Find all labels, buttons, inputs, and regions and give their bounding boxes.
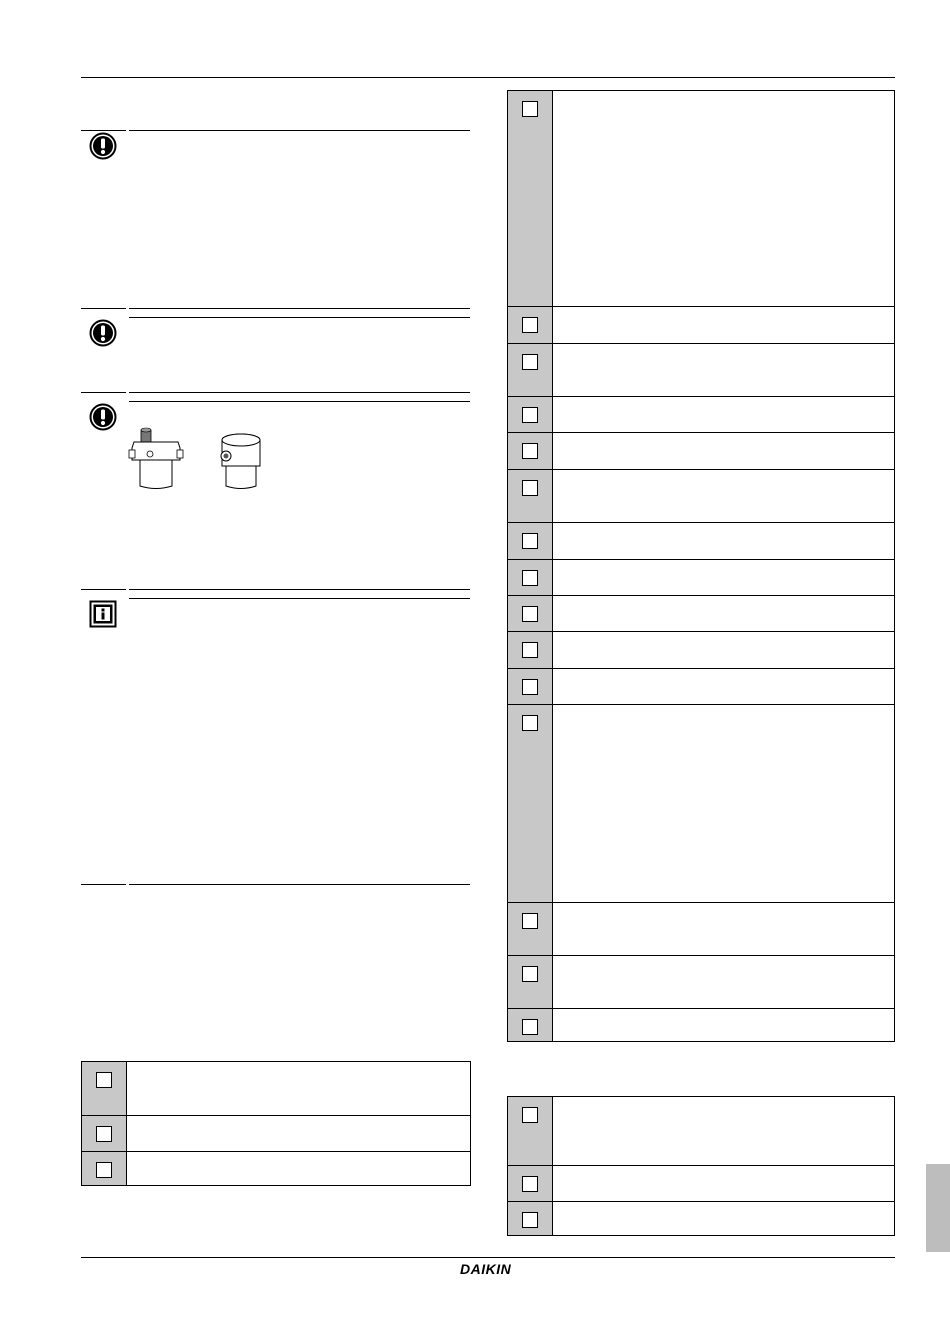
checkbox-cell — [508, 91, 553, 306]
checklist-row — [508, 1165, 894, 1201]
notice-rule — [129, 589, 470, 590]
checklist-row — [508, 595, 894, 631]
notice-rule — [81, 589, 126, 590]
checklist-row — [508, 306, 894, 343]
checkbox[interactable] — [522, 1212, 538, 1228]
checkbox-cell — [508, 397, 553, 432]
notice-rule — [81, 308, 126, 309]
checkbox[interactable] — [522, 317, 538, 333]
checkbox-cell — [508, 1097, 553, 1165]
checklist-item-text — [553, 956, 894, 1008]
checklist-row — [508, 1008, 894, 1041]
checklist-item-text — [553, 560, 894, 595]
notice-rule — [129, 401, 470, 402]
notice-rule — [129, 884, 470, 885]
notice-rule — [129, 598, 470, 599]
checklist-row — [508, 91, 894, 306]
checklist-row — [508, 469, 894, 522]
checkbox-cell — [508, 523, 553, 559]
info-icon — [89, 600, 117, 628]
checklist-item-text — [553, 433, 894, 469]
chapter-side-tab — [926, 1164, 950, 1252]
checkbox-cell — [508, 560, 553, 595]
checkbox-cell — [508, 1009, 553, 1041]
checklist-item-text — [127, 1116, 470, 1151]
checkbox-cell — [508, 470, 553, 522]
checklist-item-text — [553, 344, 894, 396]
checklist-row — [508, 668, 894, 704]
checkbox-cell — [508, 1166, 553, 1201]
checkbox-cell — [82, 1152, 127, 1185]
checklist-row — [508, 522, 894, 559]
notice-rule — [129, 130, 470, 131]
checklist-item-text — [553, 307, 894, 343]
checklist-item-text — [553, 632, 894, 668]
checklist-item-text — [553, 1097, 894, 1165]
checkbox[interactable] — [522, 913, 538, 929]
checklist-item-text — [553, 1202, 894, 1235]
checklist-row — [508, 396, 894, 432]
notice-rule — [129, 392, 470, 393]
checklist-table-left — [81, 1061, 471, 1186]
checklist-row — [508, 955, 894, 1008]
checkbox[interactable] — [522, 480, 538, 496]
checklist-row — [82, 1151, 470, 1185]
checkbox-cell — [508, 669, 553, 704]
notice-rule — [81, 130, 126, 131]
checkbox[interactable] — [96, 1126, 112, 1142]
notice-rule — [81, 884, 126, 885]
footer-rule — [81, 1257, 895, 1258]
notice-rule — [129, 317, 470, 318]
checkbox-cell — [508, 433, 553, 469]
exclamation-icon — [89, 403, 117, 431]
checkbox[interactable] — [522, 1107, 538, 1123]
checkbox-cell — [508, 307, 553, 343]
checklist-item-text — [553, 705, 894, 902]
checkbox-cell — [508, 956, 553, 1008]
checklist-row — [82, 1062, 470, 1115]
notice-rule — [129, 308, 470, 309]
checkbox-cell — [508, 632, 553, 668]
checkbox[interactable] — [522, 407, 538, 423]
checkbox-cell — [82, 1062, 127, 1115]
checklist-item-text — [553, 1166, 894, 1201]
header-rule — [81, 77, 895, 78]
checkbox[interactable] — [522, 642, 538, 658]
checkbox-cell — [508, 903, 553, 955]
checkbox[interactable] — [522, 966, 538, 982]
checkbox-cell — [508, 1202, 553, 1235]
checklist-table-right — [507, 90, 895, 1042]
checkbox-cell — [508, 344, 553, 396]
checkbox[interactable] — [522, 715, 538, 731]
checkbox[interactable] — [96, 1072, 112, 1088]
checklist-row — [508, 1097, 894, 1165]
checkbox[interactable] — [522, 570, 538, 586]
checklist-item-text — [553, 470, 894, 522]
checklist-row — [82, 1115, 470, 1151]
valve-illustration — [214, 432, 268, 492]
daikin-logo: DAIKIN — [460, 1261, 512, 1277]
checkbox-cell — [508, 596, 553, 631]
checkbox[interactable] — [522, 533, 538, 549]
checklist-item-text — [553, 596, 894, 631]
checklist-item-text — [553, 669, 894, 704]
air-purge-valve-illustration — [128, 424, 186, 492]
checklist-row — [508, 704, 894, 902]
checklist-item-text — [553, 523, 894, 559]
checkbox[interactable] — [522, 606, 538, 622]
checklist-row — [508, 432, 894, 469]
checklist-row — [508, 631, 894, 668]
checklist-table-right-bottom — [507, 1096, 895, 1236]
checklist-row — [508, 902, 894, 955]
checkbox[interactable] — [522, 354, 538, 370]
checklist-item-text — [553, 397, 894, 432]
checkbox[interactable] — [522, 679, 538, 695]
checklist-item-text — [553, 903, 894, 955]
checkbox[interactable] — [522, 1019, 538, 1035]
exclamation-icon — [89, 319, 117, 347]
checklist-item-text — [553, 91, 894, 306]
checklist-row — [508, 559, 894, 595]
checkbox-cell — [508, 705, 553, 902]
checklist-row — [508, 343, 894, 396]
checkbox[interactable] — [522, 1176, 538, 1192]
checklist-item-text — [127, 1152, 470, 1185]
exclamation-icon — [89, 132, 117, 160]
checklist-item-text — [127, 1062, 470, 1115]
checkbox-cell — [82, 1116, 127, 1151]
checklist-row — [508, 1201, 894, 1235]
notice-rule — [81, 392, 126, 393]
checkbox[interactable] — [522, 443, 538, 459]
checklist-item-text — [553, 1009, 894, 1041]
checkbox[interactable] — [522, 101, 538, 117]
checkbox[interactable] — [96, 1162, 112, 1178]
